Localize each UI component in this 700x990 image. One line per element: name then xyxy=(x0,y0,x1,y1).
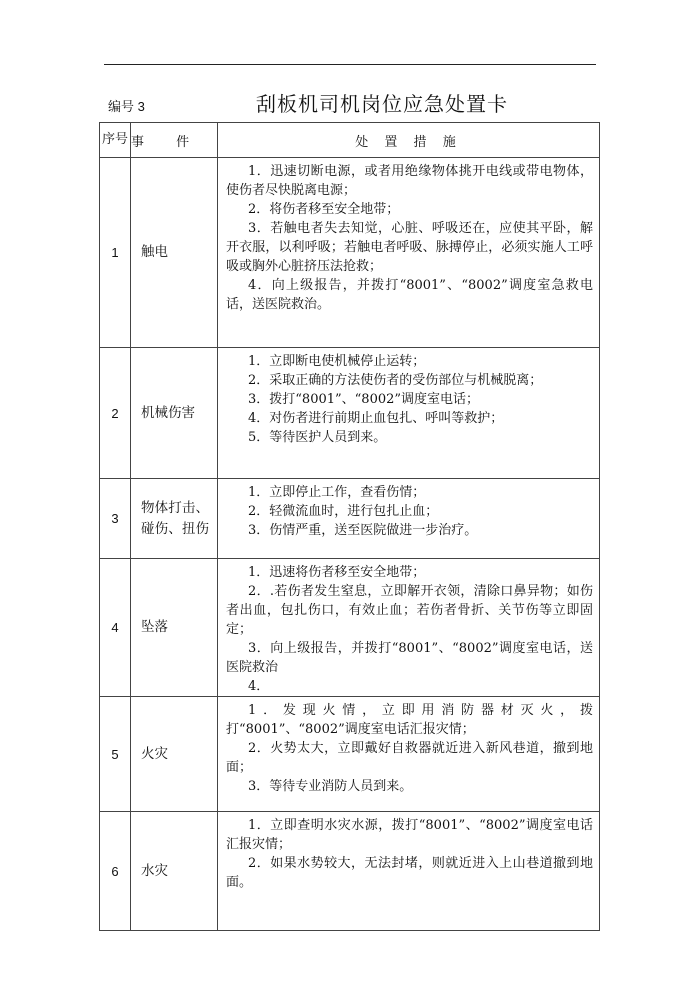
measure-step: 1．迅速将伤者移至安全地带； xyxy=(248,565,426,580)
measure-step: 2．如果水势较大，无法封堵，则就近进入上山巷道撤到地面。 xyxy=(226,856,593,890)
measure-step: 3．拨打“8001”、“8002”调度室电话； xyxy=(248,392,480,407)
column-header-no: 序号 xyxy=(100,123,131,158)
event-name: 机械伤害 xyxy=(131,348,218,479)
measure-step: 4． xyxy=(248,679,270,694)
table-row xyxy=(100,348,600,479)
measure-step: 4．向上级报告，并拨打“8001”、“8002”调度室急救电话，送医院救治。 xyxy=(226,278,593,312)
top-rule xyxy=(104,64,596,65)
measure-step: 4．对伤者进行前期止血包扎、呼叫等救护； xyxy=(248,411,504,426)
measure-step: 3．向上级报告，并拨打“8001”、“8002”调度室电话，送医院救治 xyxy=(226,641,593,675)
column-header-measures: 处 置 措 施 xyxy=(218,123,600,158)
measure-step: 2．火势太大，立即戴好自救器就近进入新风巷道，撤到地面； xyxy=(226,741,593,775)
row-number: 1 xyxy=(100,158,131,348)
measure-step: 3．等待专业消防人员到来。 xyxy=(248,779,413,794)
measure-step: 3．伤情严重，送至医院做进一步治疗。 xyxy=(248,523,478,538)
measures-cell xyxy=(218,697,600,812)
measures-cell xyxy=(218,479,600,559)
measure-step: 2．.若伤者发生窒息，立即解开衣领，清除口鼻异物；如伤者出血，包扎伤口，有效止血；若伤者骨折、关节伤等立即固定； xyxy=(226,584,593,637)
measures-cell xyxy=(218,158,600,348)
measure-step: 1．立即停止工作，查看伤情； xyxy=(248,485,426,500)
event-name: 水灾 xyxy=(131,812,218,931)
measure-step: 2．轻微流血时，进行包扎止血； xyxy=(248,504,439,519)
measure-step: 1．迅速切断电源，或者用绝缘物体挑开电线或带电物体，使伤者尽快脱离电源； xyxy=(226,164,593,198)
measure-step: 2．采取正确的方法使伤者的受伤部位与机械脱离； xyxy=(248,373,543,388)
measure-step: 1．立即断电使机械停止运转； xyxy=(248,354,426,369)
table-row xyxy=(100,479,600,559)
table-row xyxy=(100,158,600,348)
measures-cell xyxy=(218,812,600,931)
measure-step: 3．若触电者失去知觉，心脏、呼吸还在，应使其平卧，解开衣服，以利呼吸；若触电者呼吸、脉搏停止，必须实施人工呼吸或胸外心脏挤压法抢救； xyxy=(226,221,593,274)
row-number: 4 xyxy=(100,559,131,697)
table-row xyxy=(100,559,600,697)
row-number: 5 xyxy=(100,697,131,812)
row-number: 2 xyxy=(100,348,131,479)
page-title: 刮板机司机岗位应急处置卡 xyxy=(256,92,508,116)
measure-step: 2．将伤者移至安全地带； xyxy=(248,202,400,217)
row-number: 3 xyxy=(100,479,131,559)
event-name: 触电 xyxy=(131,158,218,348)
measures-cell xyxy=(218,559,600,697)
column-header-event: 事 件 xyxy=(131,123,218,158)
serial-number: 编号 3 xyxy=(108,99,145,114)
measure-step: 1．发现火情，立即用消防器材灭火，拨打“8001”、“8002”调度室电话汇报灾情； xyxy=(226,703,593,737)
event-name: 物体打击、碰伤、扭伤 xyxy=(131,479,218,559)
row-number: 6 xyxy=(100,812,131,931)
measure-step: 5．等待医护人员到来。 xyxy=(248,430,387,445)
table-row xyxy=(100,697,600,812)
measures-cell xyxy=(218,348,600,479)
measure-step: 1．立即查明水灾水源，拨打“8001”、“8002”调度室电话汇报灾情； xyxy=(226,818,593,852)
table-row xyxy=(100,812,600,931)
table-header-row xyxy=(100,123,600,158)
emergency-card-table xyxy=(99,122,600,931)
event-name: 火灾 xyxy=(131,697,218,812)
event-name: 坠落 xyxy=(131,559,218,697)
